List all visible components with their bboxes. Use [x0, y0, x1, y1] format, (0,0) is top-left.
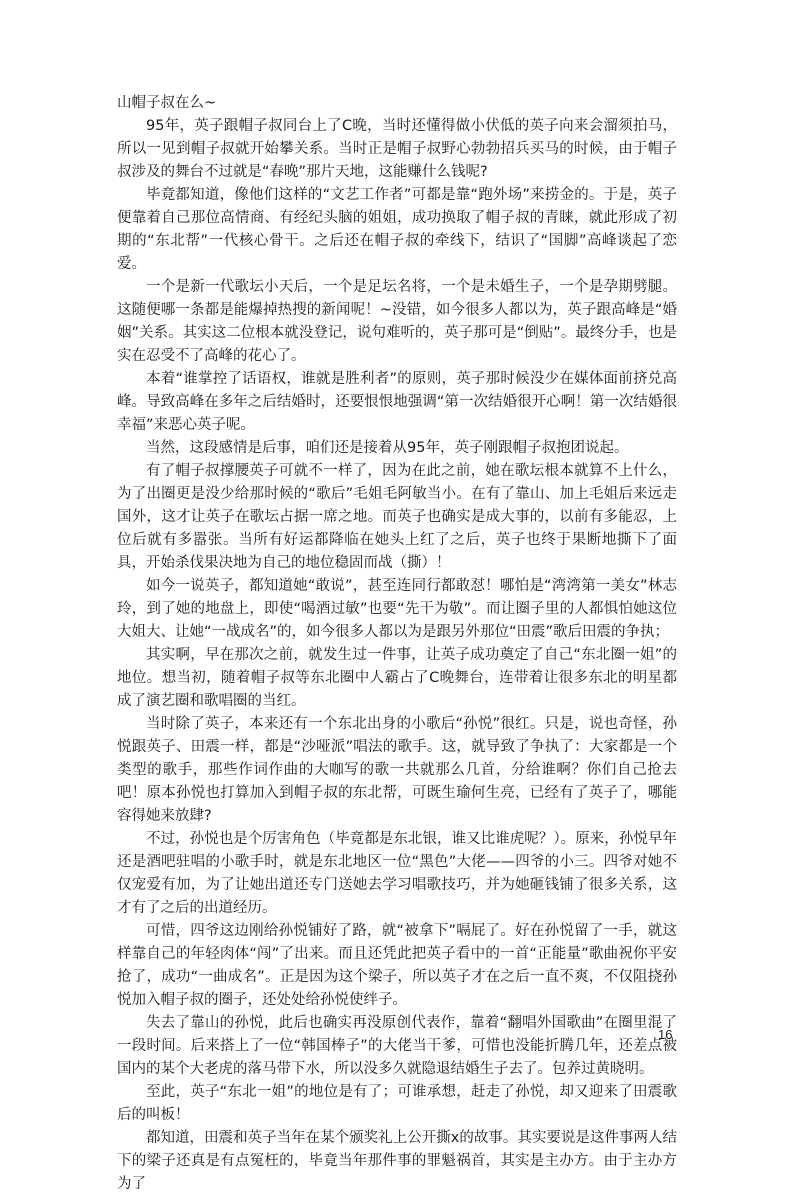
paragraph-10: 不过，孙悦也是个厉害角色（毕竟都是东北银，谁又比谁虎呢？）。原来，孙悦早年还是酒吧驻唱的小歌手时，就是东北地区一位“黑色”大佬——四爷的小三。四爷对她不仅宠爱有加，为了让她出道还专门送她去学习唱歌技巧，并为她砸钱铺了很多关系，这才有了之后的出道经历。 [117, 831, 677, 916]
paragraph-5: 当然，这段感情是后事，咱们还是接着从95年，英子刚跟帽子叔抱团说起。 [146, 440, 629, 456]
paragraph-9: 当时除了英子，本来还有一个东北出身的小歌后“孙悦”很红。只是，说也奇怪，孙悦跟英子、田震一样，都是“沙哑派”唱法的歌手。这，就导致了争执了：大家都是一个类型的歌手，那些作词作曲的大咖写的歌一共就那么几首，分给谁啊？你们自己抢去吧！原本孙悦也打算加入到帽子叔的东北帮，可既生瑜何生亮，已经有了英子了，哪能容得她来放肆? [117, 716, 677, 824]
page-body [117, 92, 677, 1196]
paragraph-12: 失去了靠山的孙悦，此后也确实再没原创代表作，靠着“翻唱外国歌曲”在圈里混了一段时间。后来搭上了一位“韩国棒子”的大佬当干爹，可惜也没能折腾几年，还差点被国内的某个大老虎的落马带下水，所以没多久就隐退结婚生子去了。包养过黄晓明。 [117, 1015, 677, 1077]
paragraph-11: 可惜，四爷这边刚给孙悦铺好了路，就“被拿下”嗝屁了。好在孙悦留了一手，就这样靠自己的年轻肉体“闯”了出来。而且还凭此把英子看中的一首“正能量”歌曲祝你平安抢了，成功“一曲成名”。正是因为这个梁子，所以英子才在之后一直不爽，不仅阻挠孙悦加入帽子叔的圈子，还处处给孙悦使绊子。 [117, 923, 677, 1008]
paragraph-13: 至此，英子“东北一姐”的地位是有了；可谁承想，赶走了孙悦，却又迎来了田震歌后的叫板！ [117, 1084, 677, 1123]
paragraph-4: 本着“谁掌控了话语权，谁就是胜利者”的原则，英子那时候没少在媒体面前挤兑高峰。导致高峰在多年之后结婚时，还要恨恨地强调“第一次结婚很开心啊！第一次结婚很幸福”来恶心英子呢。 [117, 371, 677, 433]
paragraph-6: 有了帽子叔撑腰英子可就不一样了，因为在此之前，她在歌坛根本就算不上什么，为了出圈更是没少给那时候的“歌后”毛姐毛阿敏当小。在有了靠山、加上毛姐后来远走国外，这才让英子在歌坛占据一席之地。而英子也确实是成大事的，以前有多能忍，上位后就有多嚣张。当所有好运都降临在她头上红了之后，英子也终于果断地撕下了面具，开始杀伐果决地为自己的地位稳固而战（撕）！ [117, 463, 677, 571]
paragraph-2: 毕竟都知道，像他们这样的“文艺工作者”可都是靠“跑外场”来捞金的。于是，英子便靠着自己那位高情商、有经纪头脑的姐姐，成功换取了帽子叔的青睐，就此形成了初期的“东北帮”一代核心骨干。之后还在帽子叔的牵线下，结识了“国脚”高峰谈起了恋爱。 [117, 187, 677, 272]
page-number: 16 [658, 1027, 673, 1042]
paragraph-8: 其实啊，早在那次之前，就发生过一件事，让英子成功奠定了自己“东北圈一姐”的地位。想当初，随着帽子叔等东北圈中人霸占了C晚舞台，连带着让很多东北的明星都成了演艺圈和歌唱圈的当红。 [117, 647, 677, 709]
paragraph-7: 如今一说英子，都知道她“敢说”，甚至连同行都敢怼！哪怕是“湾湾第一美女”林志玲，到了她的地盘上，即使“喝酒过敏”也要“先干为敬”。而让圈子里的人都惧怕她这位大姐大、让她“一战成名”的，如今很多人都以为是跟另外那位“田震”歌后田震的争执； [117, 578, 677, 640]
section-heading: 山帽子叔在么~ [117, 95, 217, 111]
paragraph-1: 95年，英子跟帽子叔同台上了C晚，当时还懂得做小伏低的英子向来会溜须拍马，所以一见到帽子叔就开始攀关系。当时正是帽子叔野心勃勃招兵买马的时候，由于帽子叔涉及的舞台不过就是“春晚”那片天地，这能赚什么钱呢? [117, 118, 677, 180]
paragraph-14: 都知道，田震和英子当年在某个颁奖礼上公开撕x的故事。其实要说是这件事两人结下的梁子还真是有点冤枉的，毕竟当年那件事的罪魁祸首，其实是主办方。由于主办方为了 [117, 1130, 677, 1192]
paragraph-3: 一个是新一代歌坛小天后，一个是足坛名将，一个是未婚生子，一个是孕期劈腿。这随便哪一条都是能爆掉热搜的新闻呢！~没错，如今很多人都以为，英子跟高峰是“婚姻”关系。其实这二位根本就没登记，说句难听的，英子那可是“倒贴”。最终分手，也是实在忍受不了高峰的花心了。 [117, 279, 677, 364]
